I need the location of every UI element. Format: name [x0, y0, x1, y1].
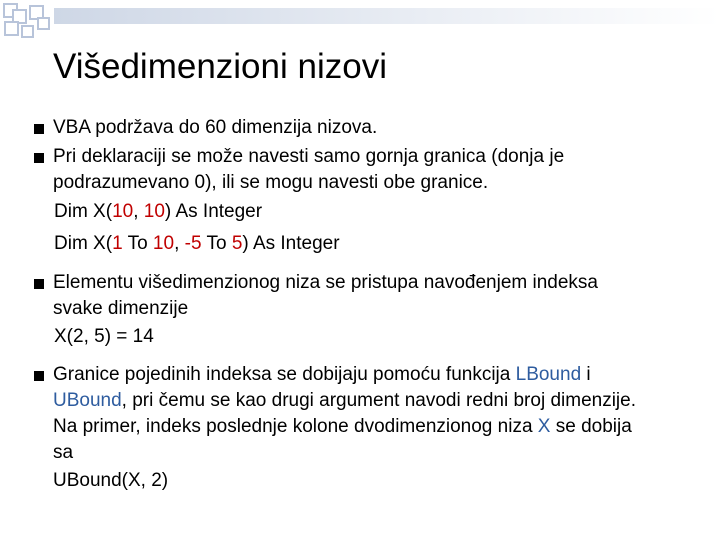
- code-part: ,: [174, 233, 185, 254]
- bullet-line: sa: [53, 442, 74, 463]
- bullet-line: svake dimenzije: [53, 298, 189, 319]
- bullet-line: [53, 414, 632, 440]
- code-part: To: [201, 233, 232, 254]
- code-example: [53, 468, 168, 494]
- bullet-square-icon: [34, 371, 44, 381]
- code-number: 1: [112, 233, 123, 254]
- code-part: ,: [133, 201, 144, 222]
- code-number: 10: [112, 201, 134, 222]
- keyword-lbound: LBound: [515, 364, 582, 385]
- text-part: i: [581, 364, 591, 385]
- code-part: Dim X(: [54, 201, 113, 222]
- text-part: Granice pojedinih indeksa se dobijaju pomoću funkcija: [53, 364, 516, 385]
- slide-title: Višedimenzioni nizovi: [53, 47, 387, 86]
- decor-bar: [54, 8, 720, 24]
- bullet-square-icon: [34, 124, 44, 134]
- code-part: To: [122, 233, 153, 254]
- code-part: Dim X(: [54, 233, 113, 254]
- bullet-line: [53, 362, 591, 388]
- bullet-square-icon: [34, 279, 44, 289]
- code-part: X(2, 5) = 14: [54, 326, 154, 347]
- code-part: ) As Integer: [164, 201, 263, 222]
- text-part: Na primer, indeks poslednje kolone dvodimenzionog niza: [53, 416, 538, 437]
- code-example: [54, 199, 262, 225]
- code-number: 10: [152, 233, 175, 254]
- keyword-x: X: [537, 416, 551, 437]
- code-number: 10: [143, 201, 165, 222]
- code-part: UBound(X, 2): [53, 470, 169, 491]
- decor-square: [38, 18, 49, 29]
- code-number: 5: [231, 233, 243, 254]
- corner-decoration: [0, 0, 720, 50]
- bullet-line: [53, 388, 636, 414]
- code-number: -5: [184, 233, 202, 254]
- bullet-line: VBA podržava do 60 dimenzija nizova.: [53, 117, 378, 138]
- bullet-line: podrazumevano 0), ili se mogu navesti obe granice.: [53, 172, 489, 193]
- bullet-square-icon: [34, 153, 44, 163]
- keyword-ubound: UBound: [53, 390, 122, 411]
- text-part: , pri čemu se kao drugi argument navodi redni broj dimenzije.: [121, 390, 636, 411]
- decor-square: [5, 22, 18, 35]
- decor-square: [22, 26, 33, 37]
- bullet-line: Pri deklaraciji se može navesti samo gornja granica (donja je: [53, 146, 565, 167]
- code-example: [54, 231, 340, 257]
- bullet-line: Elementu višedimenzionog niza se pristupa navođenjem indeksa: [53, 272, 598, 293]
- code-part: ) As Integer: [242, 233, 340, 254]
- code-example: [54, 324, 154, 350]
- text-part: se dobija: [550, 416, 632, 437]
